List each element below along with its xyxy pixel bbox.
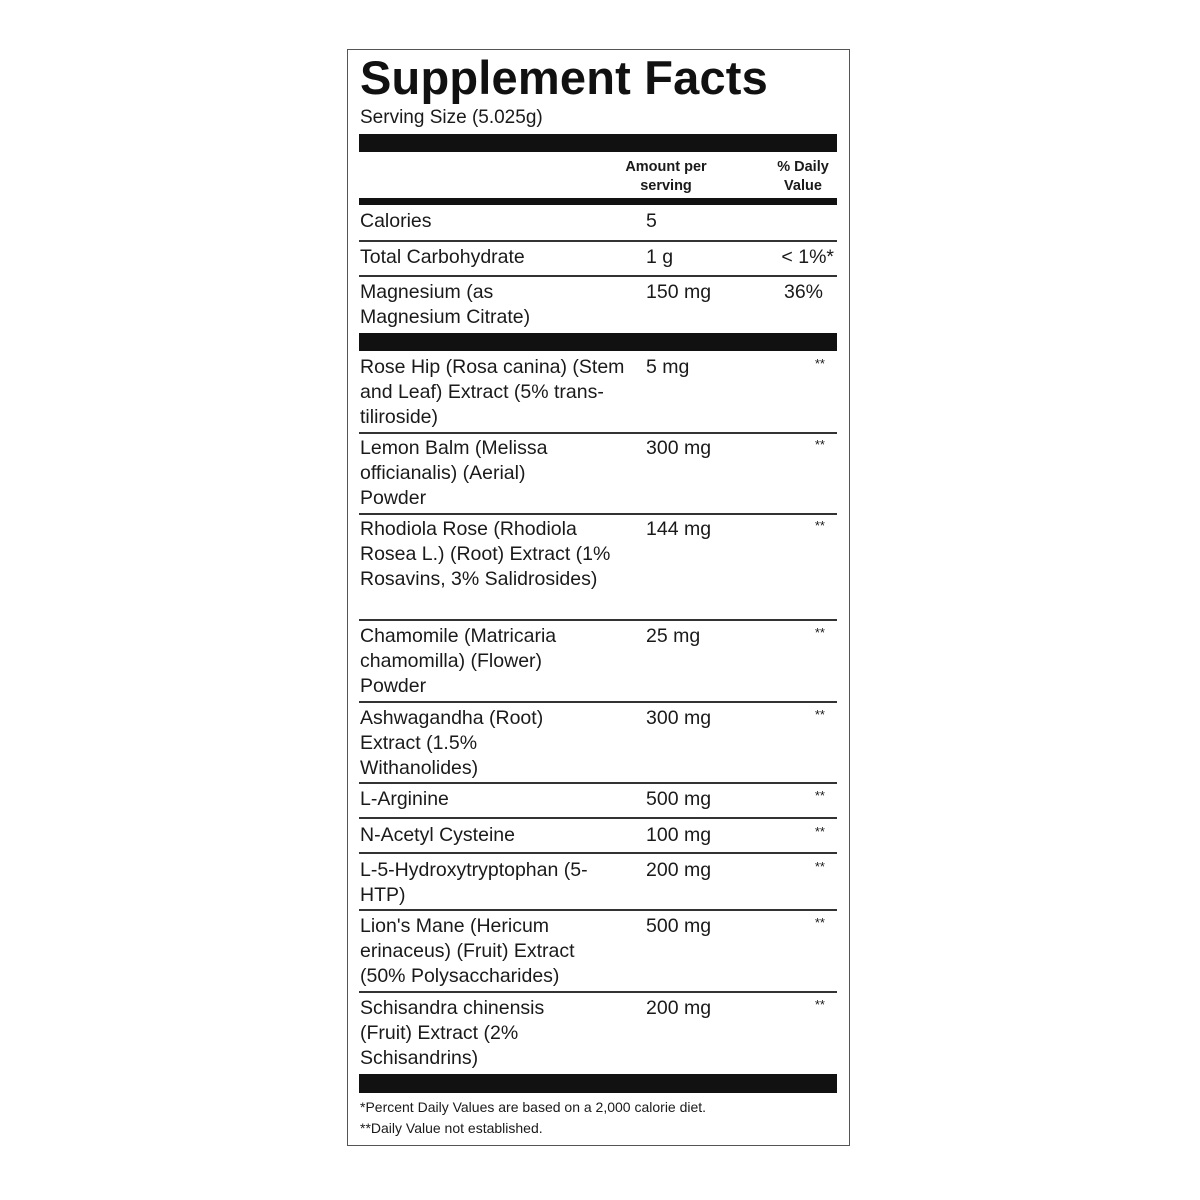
row-divider [359,432,837,434]
amount-per-serving-header: Amount per serving [625,159,707,194]
ingredient-name: L-5-Hydroxytryptophan (5-HTP) [360,859,588,906]
ingredient-amount: 25 mg [646,625,701,647]
ingredient-name: Schisandra chinensis (Fruit) Extract (2% Schisandrins) [360,997,545,1069]
ingredient-name: N-Acetyl Cysteine [360,824,515,846]
row-divider [359,701,837,703]
ingredient-name: Ashwagandha (Root) Extract (1.5% Withanolides) [360,707,544,779]
thick-divider-middle [359,333,837,351]
ingredient-daily-value: ** [814,859,825,874]
nutrient-name: Calories [360,210,432,232]
ingredient-daily-value: ** [814,824,825,839]
ingredient-amount: 500 mg [646,915,712,937]
row-divider [359,513,837,515]
ingredient-daily-value: ** [814,788,825,803]
nutrient-amount: 1 g [646,246,674,268]
ingredient-amount: 5 mg [646,356,690,378]
ingredient-daily-value: ** [814,707,825,722]
ingredient-daily-value: ** [814,997,825,1012]
ingredient-amount: 300 mg [646,437,712,459]
row-divider [359,852,837,854]
row-divider [359,619,837,621]
nutrient-daily-value: 36% [783,281,823,303]
row-divider [359,240,837,242]
medium-divider [359,198,837,205]
footnote-daily-value-not-established: **Daily Value not established. [360,1120,543,1136]
footnotes [360,1097,706,1139]
daily-value-header: % Daily Value [777,159,829,194]
nutrient-name: Total Carbohydrate [360,246,525,268]
ingredient-name: L-Arginine [360,788,449,810]
nutrient-amount: 150 mg [646,281,712,303]
nutrient-daily-value: < 1%* [781,246,834,268]
ingredient-amount: 500 mg [646,788,712,810]
ingredient-name: Rhodiola Rose (Rhodiola Rosea L.) (Root) Extract (1% Rosavins, 3% Salidrosides) [360,518,611,590]
row-divider [359,991,837,993]
ingredient-amount: 300 mg [646,707,712,729]
ingredient-daily-value: ** [814,625,825,640]
row-divider [359,909,837,911]
ingredient-name: Lion's Mane (Hericum erinaceus) (Fruit) Extract (50% Polysaccharides) [360,915,575,987]
ingredient-amount: 100 mg [646,824,712,846]
nutrient-name: Magnesium (as Magnesium Citrate) [360,281,531,328]
ingredient-daily-value: ** [814,356,825,371]
ingredient-daily-value: ** [814,437,825,452]
column-header [359,154,837,198]
ingredient-amount: 200 mg [646,997,712,1019]
ingredient-amount: 144 mg [646,518,712,540]
ingredient-name: Lemon Balm (Melissa officianalis) (Aerial) Powder [360,437,548,509]
row-divider [359,817,837,819]
row-divider [359,782,837,784]
ingredient-daily-value: ** [814,915,825,930]
ingredient-amount: 200 mg [646,859,712,881]
ingredient-name: Rose Hip (Rosa canina) (Stem and Leaf) Extract (5% trans-tiliroside) [360,356,625,428]
footnote-percent-daily-values: *Percent Daily Values are based on a 2,000 calorie diet. [360,1099,707,1115]
thick-divider-bottom [359,1074,837,1093]
nutrient-amount: 5 [646,210,657,232]
supplement-facts-label [347,49,850,1146]
serving-size: Serving Size (5.025g) [360,107,543,128]
ingredient-daily-value: ** [814,518,825,533]
ingredient-name: Chamomile (Matricaria chamomilla) (Flower) Powder [360,625,557,697]
label-title: Supplement Facts [360,51,769,104]
row-divider [359,275,837,277]
thick-divider-top [359,134,837,152]
